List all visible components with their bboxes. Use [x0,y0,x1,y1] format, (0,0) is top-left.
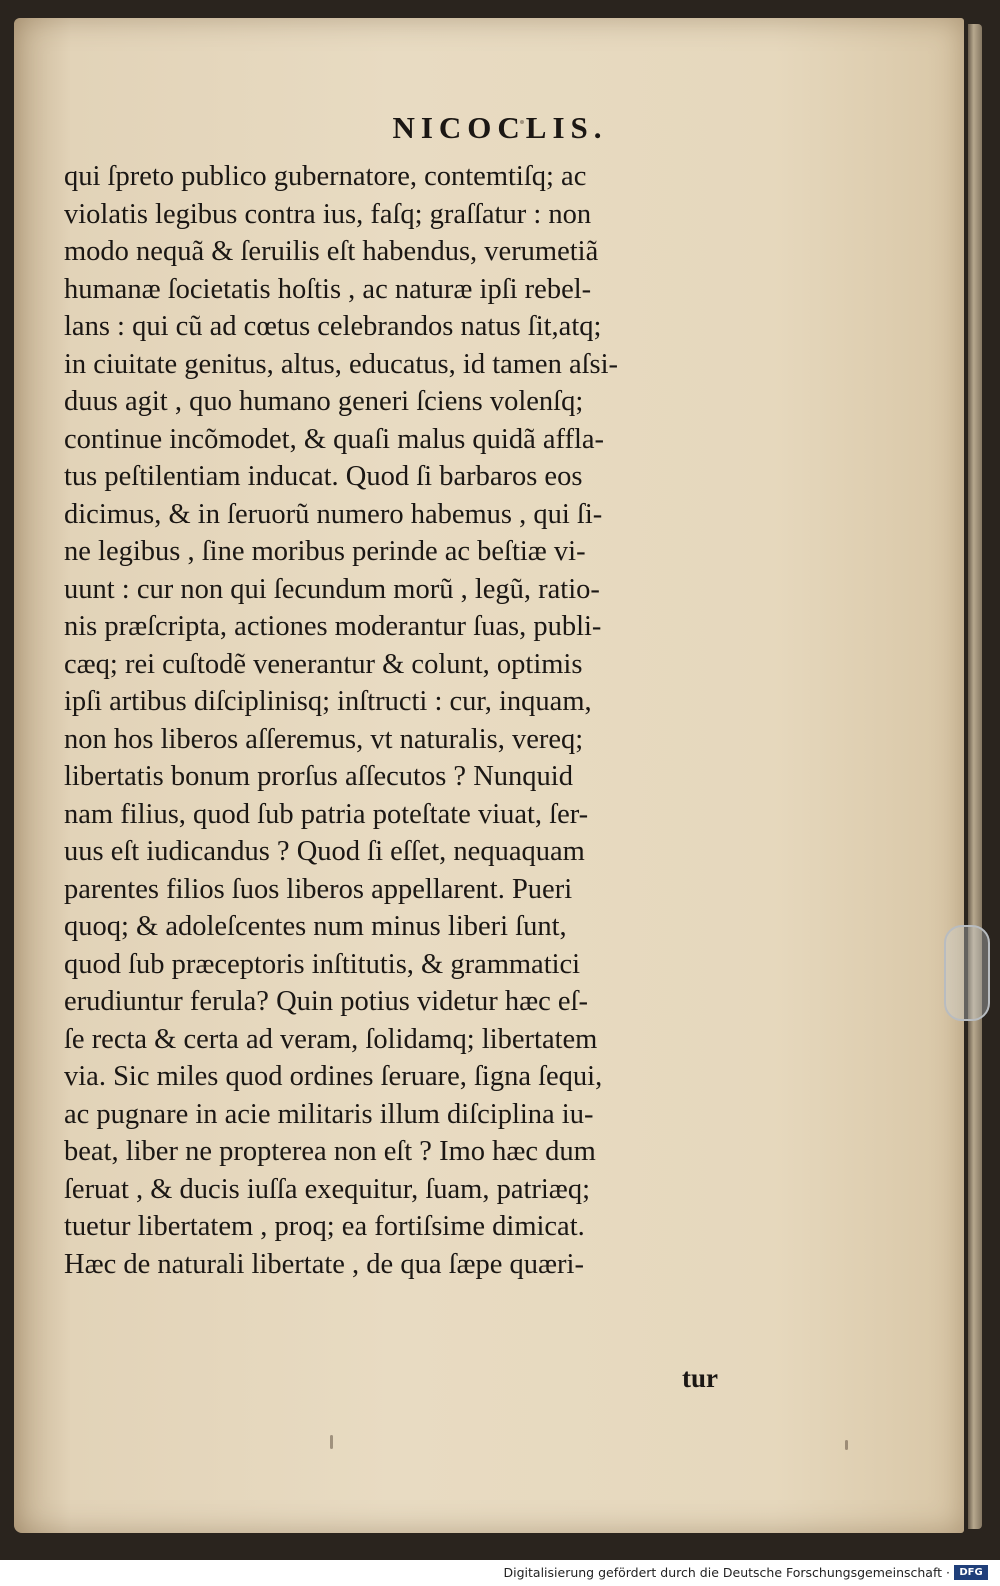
text-line: Hæc de naturali libertate , de qua ſæpe quæri- [64,1248,584,1280]
text-line: cæq; rei cuſtodẽ venerantur & colunt, optimis [64,648,583,680]
text-line: quod ſub præceptoris inſtitutis, & grammatici [64,948,581,980]
text-line: ne legibus , ſine moribus perinde ac beſtiæ vi- [64,536,586,567]
catchword: tur [682,1363,718,1393]
text-line: in ciuitate genitus, altus, educatus, id tamen aſsi- [64,348,619,380]
text-line: libertatis bonum prorſus aſſecutos ? Nunquid [64,761,573,792]
text-line: nam filius, quod ſub patria poteſtate viuat, ſer- [64,798,589,830]
paper-fleck [845,1440,848,1450]
text-line: ſeruat , & ducis iuſſa exequitur, ſuam, patriæq; [64,1173,590,1205]
text-line: beat, liber ne propterea non eſt ? Imo hæc dum [64,1136,596,1167]
text-line: parentes filios ſuos liberos appellarent. Pueri [64,873,573,905]
text-line: nis præſcripta, actiones moderantur ſuas, publi- [64,611,602,642]
text-line: non hos liberos aſſeremus, vt naturalis, vereq; [64,723,584,755]
running-header: NICOCLIS. [392,110,608,145]
text-line: dicimus, & in ſeruorũ numero habemus , qui ſi- [64,498,603,530]
footer-bar [0,1560,1000,1586]
text-line: ſe recta & certa ad veram, ſolidamq; libertatem [64,1023,598,1055]
text-line: tus peſtilentiam inducat. Quod ſi barbaros eos [64,461,583,492]
text-line: violatis legibus contra ius, faſq; graſſatur : non [64,198,592,230]
dfg-logo: DFG [954,1565,988,1580]
text-line: uus eſt iudicandus ? Quod ſi eſſet, nequaquam [64,836,585,867]
funding-credit: Digitalisierung gefördert durch die Deutsche Forschungsgemeinschaft · [503,1565,950,1580]
text-line: humanæ ſocietatis hoſtis , ac naturæ ipſi rebel- [64,273,592,305]
text-line: uunt : cur non qui ſecundum morũ , legũ, ratio- [64,573,600,605]
body-text [64,158,734,1283]
text-line: erudiuntur ferula? Quin potius videtur hæc eſ- [64,986,588,1017]
text-line: quoq; & adoleſcentes num minus liberi ſunt, [64,911,567,942]
page-edge [968,24,982,1529]
text-line: modo nequã & ſeruilis eſt habendus, verumetiã [64,236,599,267]
page-clip [944,925,990,1021]
text-line: tuetur libertatem , proq; ea fortiſsime dimicat. [64,1211,585,1242]
paper-fleck [330,1435,333,1449]
text-line: ipſi artibus diſciplinisq; inſtructi : cur, inquam, [64,686,592,717]
text-line: continue incõmodet, & quaſi malus quidã affla- [64,423,605,455]
text-line: via. Sic miles quod ordines ſeruare, ſigna ſequi, [64,1061,603,1092]
text-line: duus agit , quo humano generi ſciens volenſq; [64,386,584,417]
text-line: ac pugnare in acie militaris illum diſciplina iu- [64,1098,594,1130]
text-line: lans : qui cũ ad cœtus celebrandos natus ſit,atq; [64,311,602,342]
text-line: qui ſpreto publico gubernatore, contemtiſq; ac [64,161,587,192]
